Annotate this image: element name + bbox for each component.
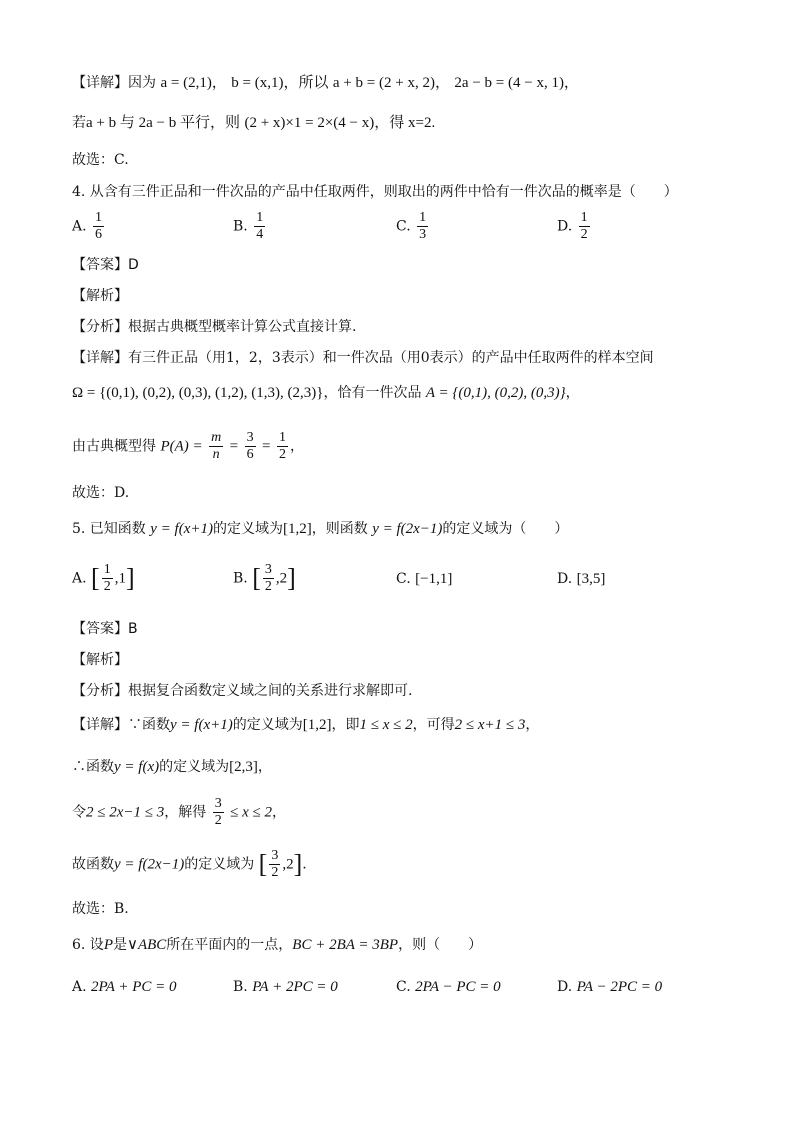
fraction-3-6 (245, 430, 256, 463)
q4-choose: 故选：D. (72, 485, 130, 501)
text: 【详解】∵函数 (72, 717, 170, 733)
q5-analysis-tag: 【解析】 (72, 652, 128, 668)
sample-space: Ω = {(0,1), (0,2), (0,3), (1,2), (1,3), (2,3)} (72, 385, 324, 401)
vector-equation: BC + 2BA = 3BP (292, 937, 399, 953)
text: ， (272, 804, 287, 821)
text: 所在平面内的一点， (166, 937, 293, 953)
denominator: 4 (256, 227, 264, 242)
text: 的定义域为 (212, 521, 283, 537)
denominator: 2 (103, 579, 111, 594)
numerator: 1 (95, 210, 103, 225)
text: 由古典概型得 (72, 438, 156, 455)
fraction-m-n (209, 430, 223, 463)
inequality: ≤ x ≤ 2 (230, 804, 273, 821)
denominator: 2 (214, 813, 222, 828)
domain-1: [1,2] (282, 521, 312, 537)
q6-option-d (557, 976, 662, 998)
denominator: 2 (264, 579, 272, 594)
numerator: 3 (264, 562, 272, 577)
numerator: 1 (103, 562, 111, 577)
option-label: A. (72, 218, 87, 235)
q5-detail-1 (72, 714, 539, 736)
q5-option-d (557, 568, 605, 590)
rest: ,2 (282, 856, 294, 873)
q4-option-d (557, 210, 592, 243)
option-text: 2PA − PC = 0 (415, 979, 501, 995)
q3-answer: 故选：C. (72, 152, 129, 168)
q5-option-a: A. [ $\frac{1}{2}$ ,1] (72, 562, 135, 594)
option-text: [−1,1] (415, 571, 453, 587)
text: 若 (72, 115, 86, 131)
math-diff: 2a − b = (4 − x, 1)， (454, 75, 579, 91)
q5-detail-4: 故函数y = f(2x−1)的定义域为 [ $\frac{3}{2}$ ,2]. (72, 848, 307, 880)
denominator: 2 (278, 447, 286, 462)
denominator: n (212, 447, 220, 462)
math-b: b = (x,1)，所以 (231, 75, 329, 91)
text: ， (289, 438, 304, 455)
text: 令 (72, 804, 86, 821)
text: ， (257, 759, 272, 775)
option-label: A. (72, 979, 87, 995)
option-label: A. (72, 570, 87, 587)
q4-fenxi: 【分析】根据古典概型概率计算公式直接计算. (72, 319, 357, 335)
text: ，则（ ） (398, 937, 483, 953)
fraction (579, 210, 590, 243)
math-result: ，得 x=2. (374, 115, 436, 131)
q5-option-b: B. [ $\frac{3}{2}$ ,2] (233, 562, 296, 594)
numerator: 3 (214, 796, 222, 811)
text: 6. 设 (72, 937, 104, 953)
option-label: D. (557, 979, 573, 995)
text: ， (565, 385, 580, 401)
text: 的定义域为 (159, 759, 230, 775)
rest: ,1 (114, 570, 126, 587)
option-label: B. (233, 979, 248, 995)
q3-detail-line-1 (72, 72, 579, 94)
text: ∴函数 (72, 759, 114, 775)
fraction (93, 210, 104, 243)
fraction (263, 562, 274, 595)
math-equation: (2 + x)×1 = 2×(4 − x) (244, 115, 375, 131)
denominator: 6 (95, 227, 103, 242)
q5-stem (72, 518, 568, 540)
q6-stem (72, 934, 482, 956)
text: 因为 (128, 75, 156, 91)
numerator: 1 (256, 210, 264, 225)
fraction (269, 848, 280, 881)
option-text: [3,5] (576, 571, 606, 587)
fraction (102, 562, 113, 595)
function-2: y = f(2x−1) (372, 521, 443, 537)
domain: [1,2] (302, 717, 332, 733)
denominator: 6 (246, 447, 254, 462)
q6-option-c (396, 976, 501, 998)
q4-detail-1: 【详解】有三件正品（用1，2，3表示）和一件次品（用0表示）的产品中任取两件的样本空间 (72, 350, 654, 366)
text: ，则函数 (311, 521, 368, 537)
q6-option-a (72, 976, 177, 998)
function: y = f(2x−1) (114, 856, 185, 873)
q4-probability-line: 由古典概型得 P(A) = $\frac{m}{n}$ = $\frac{3}{6}$ = $\frac{1}{2}$ ， (72, 430, 304, 462)
q4-option-b (233, 210, 267, 243)
detail-tag: 【详解】 (72, 75, 128, 91)
q5-answer-tag: 【答案】B (72, 621, 138, 637)
q4-option-c (396, 210, 430, 243)
option-text: PA + 2PC = 0 (252, 979, 338, 995)
q4-option-a (72, 210, 106, 243)
text: ，恰有一件次品 (323, 385, 422, 401)
text: ， (525, 717, 540, 733)
option-label: C. (396, 571, 411, 587)
q4-answer-tag: 【答案】D (72, 257, 139, 273)
inequality: 2 ≤ x+1 ≤ 3 (454, 717, 526, 733)
numerator: 1 (580, 210, 588, 225)
inequality: 1 ≤ x ≤ 2 (359, 717, 413, 733)
text: 故函数 (72, 856, 114, 873)
option-label: B. (233, 218, 248, 235)
option-label: B. (233, 570, 248, 587)
q6-option-b (233, 976, 338, 998)
q5-detail-3 (72, 796, 286, 829)
numerator: m (211, 430, 222, 445)
fraction (254, 210, 265, 243)
triangle: ∨ABC (126, 937, 167, 953)
option-label: D. (557, 218, 573, 235)
q5-fenxi: 【分析】根据复合函数定义域之间的关系进行求解即可. (72, 683, 413, 699)
function-1: y = f(x+1) (150, 521, 213, 537)
math-a: a = (2,1)， (160, 75, 227, 91)
rest: ,2 (275, 570, 288, 587)
option-label: C. (396, 218, 411, 235)
domain: [2,3] (229, 759, 258, 775)
q4-sample-space-line (72, 382, 580, 404)
denominator: 2 (271, 865, 279, 880)
text: ，可得 (412, 717, 455, 733)
numerator: 3 (246, 430, 254, 445)
q4-stem: 4. 从含有三件正品和一件次品的产品中任取两件，则取出的两件中恰有一件次品的概率是（ ） (72, 184, 678, 200)
function: y = f(x+1) (170, 717, 233, 733)
text: 的定义域为（ ） (442, 521, 569, 537)
numerator: 1 (419, 210, 427, 225)
option-text: 2PA + PC = 0 (91, 979, 177, 995)
fraction-1-2 (277, 430, 288, 463)
text: 5. 已知函数 (72, 521, 146, 537)
fraction (417, 210, 428, 243)
option-text: PA − 2PC = 0 (576, 979, 663, 995)
q5-option-c (396, 568, 452, 590)
math-parallel: a + b 与 2a − b 平行，则 (86, 115, 240, 131)
option-label: D. (557, 571, 573, 587)
inequality: 2 ≤ 2x−1 ≤ 3 (86, 804, 165, 821)
event: A = {(0,1), (0,2), (0,3)} (425, 385, 566, 401)
text: ，解得 (164, 804, 207, 821)
prob-lhs: P(A) = (160, 438, 203, 455)
point-p: P (103, 937, 113, 953)
fraction (213, 796, 224, 829)
numerator: 1 (278, 430, 286, 445)
q5-detail-2 (72, 756, 272, 778)
option-label: C. (396, 979, 411, 995)
math-sum: a + b = (2 + x, 2)， (332, 75, 450, 91)
text: 是 (112, 937, 127, 953)
q3-detail-line-2 (72, 112, 435, 134)
q4-analysis-tag: 【解析】 (72, 288, 128, 304)
text: 的定义域为 (184, 856, 255, 873)
denominator: 2 (580, 227, 588, 242)
text: . (302, 856, 307, 873)
numerator: 3 (271, 848, 279, 863)
function: y = f(x) (114, 759, 160, 775)
q5-choose: 故选：B. (72, 901, 129, 917)
text: ，即 (331, 717, 360, 733)
text: 的定义域为 (232, 717, 303, 733)
denominator: 3 (419, 227, 427, 242)
